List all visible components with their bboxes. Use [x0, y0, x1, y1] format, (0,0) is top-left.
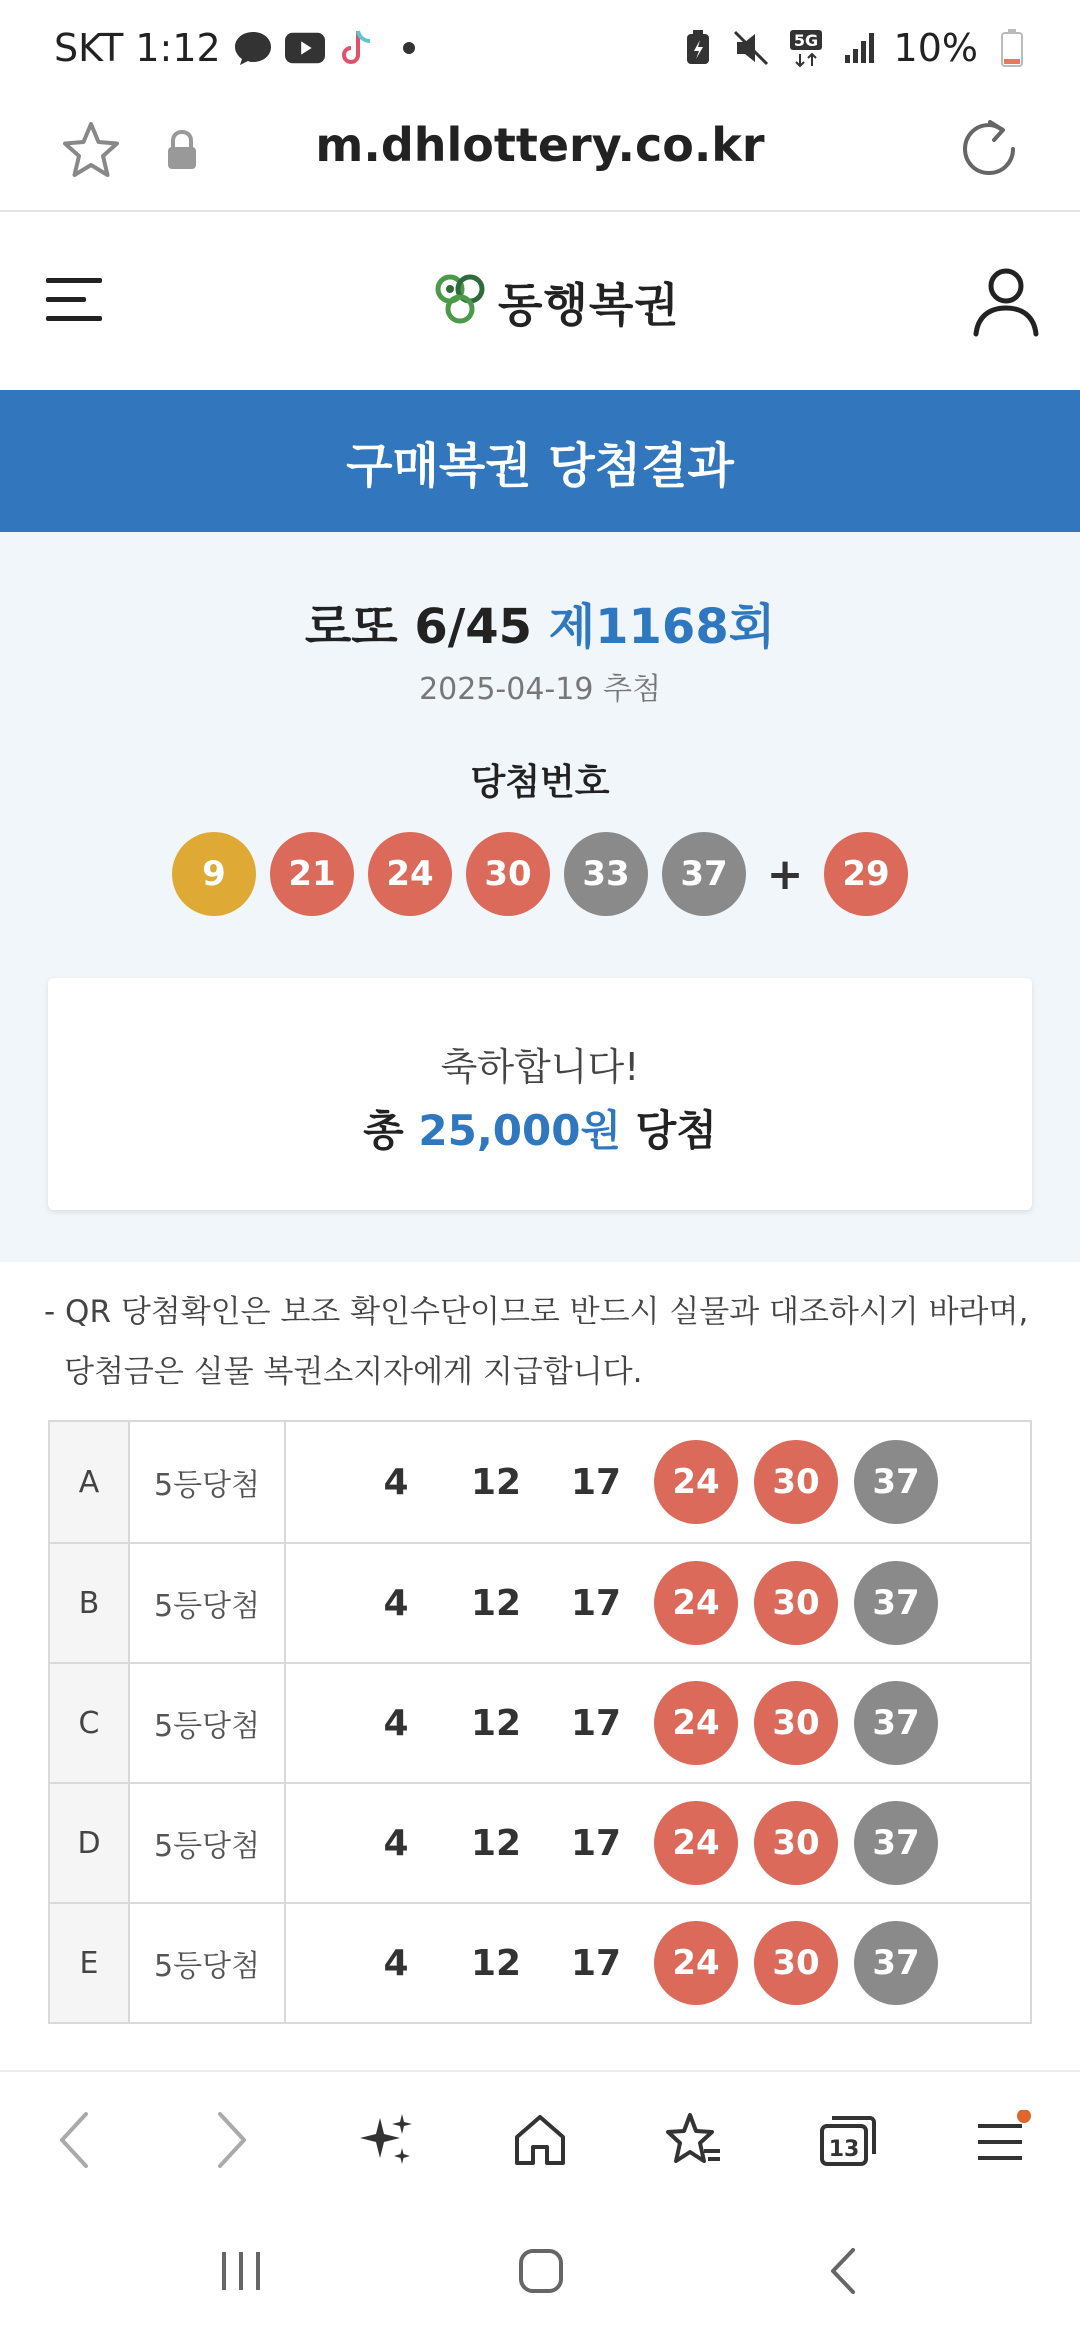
back-nav-icon[interactable]: [808, 2236, 878, 2306]
matched-number-ball: 30: [754, 1921, 838, 2005]
back-arrow-icon[interactable]: [42, 2108, 106, 2172]
recent-apps-icon[interactable]: [206, 2236, 276, 2306]
winning-numbers-label: 당첨번호: [470, 762, 610, 803]
matched-number-ball: 30: [754, 1681, 838, 1765]
matched-number-ball: 24: [654, 1561, 738, 1645]
site-header: [0, 212, 1080, 390]
ticket-number: 4: [383, 1702, 409, 1744]
tabs-count: 13: [828, 2137, 860, 2162]
ai-sparkle-icon[interactable]: [354, 2108, 418, 2172]
prize-amount: 25,000원: [418, 1106, 622, 1155]
table-row: [50, 1782, 1030, 1902]
qr-notice: - QR 당첨확인은 보조 확인수단이므로 반드시 실물과 대조하시기 바라며, 당첨금은 실물 복권소지자에게 지급합니다.: [44, 1294, 1029, 1390]
matched-number-ball: 30: [754, 1801, 838, 1885]
home-icon[interactable]: [508, 2108, 572, 2172]
matched-number-ball: 37: [854, 1440, 938, 1524]
browser-toolbar: [0, 2070, 1080, 2206]
menu-icon[interactable]: [970, 2108, 1034, 2172]
ticket-number: 12: [470, 1582, 522, 1624]
winning-ball: 37: [662, 832, 746, 916]
ticket-number: 17: [570, 1582, 622, 1624]
game-name: 로또 6/45: [304, 599, 549, 655]
game-result: 5등당첨: [130, 1904, 286, 2022]
home-nav-icon[interactable]: [506, 2236, 576, 2306]
winning-ball: 30: [466, 832, 550, 916]
messenger-icon: [233, 28, 273, 68]
tiktok-icon: [337, 28, 377, 68]
matched-number-ball: 30: [754, 1440, 838, 1524]
prize-card: [48, 978, 1032, 1210]
table-row: [50, 1542, 1030, 1662]
svg-text:5G: 5G: [793, 31, 818, 50]
prize-total: [48, 1098, 1032, 1158]
browser-address-bar: [0, 96, 1080, 212]
matched-number-ball: 24: [654, 1801, 738, 1885]
site-logo[interactable]: [432, 270, 680, 334]
tabs-icon[interactable]: [816, 2108, 880, 2172]
logo-text: 동행복권: [498, 278, 680, 332]
battery-saver-icon: [678, 28, 718, 68]
congrats-message: 축하합니다!: [440, 1045, 640, 1089]
draw-date: 2025-04-19 추첨: [419, 672, 661, 707]
bonus-ball: 29: [824, 832, 908, 916]
ticket-number: 12: [470, 1942, 522, 1984]
ticket-number: 17: [570, 1702, 622, 1744]
page-title: 구매복권 당첨결과: [346, 437, 734, 494]
game-numbers: [286, 1784, 1030, 1902]
winning-numbers: [0, 832, 1080, 916]
signal-icon: [840, 28, 880, 68]
game-result: 5등당첨: [130, 1784, 286, 1902]
ticket-number: 17: [570, 1461, 622, 1503]
matched-number-ball: 24: [654, 1440, 738, 1524]
prize-prefix: 총: [363, 1106, 419, 1155]
plus-sign: +: [766, 848, 804, 900]
draw-round: 제1168회: [548, 599, 776, 655]
5g-icon: [786, 28, 826, 68]
game-numbers: [286, 1904, 1030, 2022]
table-row: [50, 1902, 1030, 2022]
notification-dot-icon: [389, 28, 429, 68]
prize-suffix: 당첨: [621, 1106, 717, 1155]
matched-number-ball: 37: [854, 1921, 938, 2005]
status-bar: [0, 0, 1080, 96]
game-numbers: [286, 1544, 1030, 1662]
android-nav-bar: [0, 2206, 1080, 2340]
table-row: [50, 1662, 1030, 1782]
lock-icon[interactable]: [164, 128, 200, 172]
hamburger-menu-icon[interactable]: [44, 274, 104, 326]
ticket-number: 12: [470, 1461, 522, 1503]
game-result: 5등당첨: [130, 1544, 286, 1662]
ticket-number: 12: [470, 1702, 522, 1744]
youtube-icon: [285, 28, 325, 68]
winning-ball: 9: [172, 832, 256, 916]
forward-arrow-icon[interactable]: [200, 2108, 264, 2172]
winning-ball: 21: [270, 832, 354, 916]
matched-number-ball: 37: [854, 1801, 938, 1885]
ticket-number: 4: [383, 1582, 409, 1624]
game-result: 5등당첨: [130, 1422, 286, 1542]
ticket-results-table: [48, 1420, 1032, 2024]
battery-icon: [992, 28, 1032, 68]
battery-level: 10%: [893, 26, 978, 70]
url-field[interactable]: m.dhlottery.co.kr: [315, 118, 765, 172]
game-label: B: [50, 1544, 130, 1662]
bookmark-star-icon[interactable]: [58, 118, 124, 184]
game-label: A: [50, 1422, 130, 1542]
clover-logo-icon: [432, 271, 488, 333]
reload-icon[interactable]: [956, 116, 1022, 182]
matched-number-ball: 37: [854, 1561, 938, 1645]
ticket-number: 12: [470, 1822, 522, 1864]
game-numbers: [286, 1422, 1030, 1542]
game-result: 5등당첨: [130, 1664, 286, 1782]
draw-info-section: [0, 532, 1080, 1262]
draw-title: [0, 588, 1080, 657]
game-label: D: [50, 1784, 130, 1902]
ticket-number: 4: [383, 1461, 409, 1503]
ticket-number: 4: [383, 1822, 409, 1864]
winning-ball: 24: [368, 832, 452, 916]
ticket-number: 4: [383, 1942, 409, 1984]
game-label: C: [50, 1664, 130, 1782]
matched-number-ball: 24: [654, 1921, 738, 2005]
carrier-time: SKT 1:12: [54, 26, 221, 70]
ticket-number: 17: [570, 1822, 622, 1864]
ticket-number: 17: [570, 1942, 622, 1984]
game-label: E: [50, 1904, 130, 2022]
user-account-icon[interactable]: [972, 266, 1040, 338]
winning-ball: 33: [564, 832, 648, 916]
matched-number-ball: 37: [854, 1681, 938, 1765]
page-banner: [0, 390, 1080, 532]
matched-number-ball: 24: [654, 1681, 738, 1765]
game-numbers: [286, 1664, 1030, 1782]
bookmarks-icon[interactable]: [662, 2108, 726, 2172]
matched-number-ball: 30: [754, 1561, 838, 1645]
mute-icon: [732, 28, 772, 68]
table-row: [50, 1422, 1030, 1542]
